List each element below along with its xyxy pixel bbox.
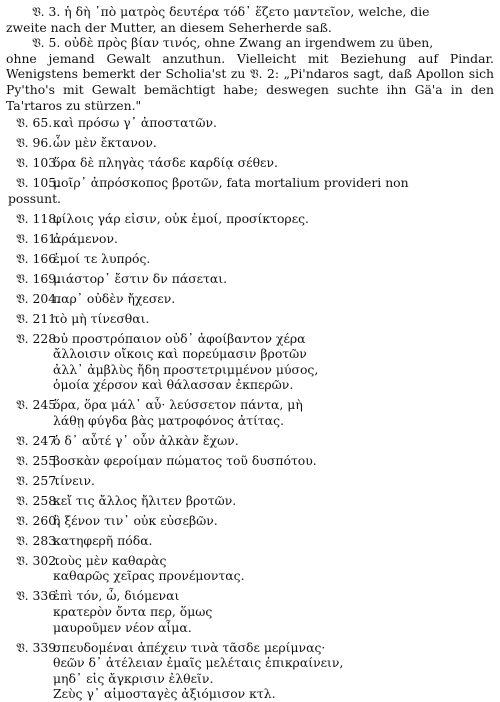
verse-reference: 𝔙. 339. [16, 639, 61, 655]
verse-entry [6, 588, 494, 635]
verse-line: βοσκὰν φεροίμαν πώματος τοῦ δυσπότου. [53, 452, 317, 468]
verse-text [53, 493, 494, 509]
verse-reference: 𝔙. 169. [16, 270, 61, 286]
verse-line: ἐμοί τε λυπρός. [53, 250, 151, 266]
verse-entry [6, 433, 494, 449]
verse-line: τὸ μὴ τίνεσθαι. [53, 310, 150, 326]
verse-text [53, 251, 494, 267]
verse-text [53, 291, 494, 307]
verse-line: ὅρα, ὅρα μάλ᾽ αὖ· λεύσσετον πάντα, μὴ [53, 397, 303, 413]
verse-text [53, 640, 494, 702]
verse-entry [6, 493, 494, 509]
verse-line: μαυροῦμεν νέον αἷμα. [53, 619, 192, 635]
verse-reference: 𝔙. 245. [16, 397, 61, 413]
verse-line: καθαρῶς χεῖρας προνέμοντας. [53, 568, 245, 584]
verse-text [53, 433, 494, 449]
verse-reference: 𝔙. 65. [16, 115, 53, 131]
verse-line: ἀλλ᾽ ἀμβλὺς ἤδη προστετριμμένον μύσος, [53, 361, 319, 377]
verse-entry [6, 211, 494, 227]
verse-line: ὁμοία χέρσον καὶ θάλασσαν ἐκπερῶν. [53, 377, 294, 393]
verse-line: οὐ προστρόπαιον οὐδ᾽ ἀφοίβαντον χέρα [53, 330, 306, 346]
verse-text [53, 588, 494, 635]
verse-text [53, 175, 494, 191]
verse-line: φίλοις γάρ εἰσιν, οὐκ ἐμοί, προσίκτορες. [53, 210, 309, 226]
verse-text [53, 211, 494, 227]
verse-line: ὧν μὲν ἔκτανον. [53, 135, 157, 151]
verse-line: ἄλλοισιν οἴκοις καὶ πορεύμασιν βροτῶν [53, 346, 307, 362]
verse-text [53, 231, 494, 247]
verse-entry [6, 553, 494, 584]
verse-reference: 𝔙. 255. [16, 452, 61, 468]
text-line: sich Py'tho's mit Gewalt bemächtigt habe; deswegen suchte ihn Gä'a [6, 66, 494, 97]
verse-line: ἐπὶ τόν, ὦ, διόμεναι [53, 588, 180, 604]
verse-reference: 𝔙. 260. [16, 512, 61, 528]
verse-reference: 𝔙. 257. [16, 472, 61, 488]
text-line: ohne jemand Gewalt anzuthun. Vielleicht mit Beziehung auf Pindar. [6, 50, 494, 66]
verse-line: ἢ ξένον τιν᾽ οὐκ εὐσεβῶν. [53, 512, 218, 528]
verse-entry [6, 311, 494, 327]
verse-entry [6, 291, 494, 307]
verse-text [53, 155, 494, 171]
verse-line: θεῶν δ᾽ ἀτέλειαν ἐμαῖς μελέταις ἐπικραίνειν, [53, 655, 344, 671]
text-line: 𝔙. 3. ἡ δὴ ᾽πὸ ματρὸς δευτέρα τόδ᾽ ἕζετο μαντεῖον, welche, die [32, 4, 430, 19]
verse-line: μηδ᾽ εἰς ἄγκρισιν ἐλθεῖν. [53, 670, 214, 686]
verse-line: Ζεὺς γ᾽ αἱμοσταγὲς ἀξιόμισον κτλ. [53, 686, 276, 702]
verse-reference: 𝔙. 258. [16, 492, 61, 508]
verse-text [53, 115, 494, 131]
intro-paragraph-1 [6, 4, 494, 35]
verse-entry [6, 331, 494, 393]
verse-entry [6, 271, 494, 287]
verse-text [53, 311, 494, 327]
verse-line: καὶ πρόσω γ᾽ ἀποστατῶν. [53, 115, 217, 131]
verse-reference: 𝔙. 283. [16, 532, 61, 548]
verse-line: ὁ δ᾽ αὖτέ γ᾽ οὖν ἀλκὰν ἔχων. [53, 432, 239, 448]
verse-entry [6, 175, 494, 191]
verse-text [53, 513, 494, 529]
verse-entry [6, 251, 494, 267]
verse-text [53, 331, 494, 393]
verse-entry [6, 115, 494, 131]
verse-entry [6, 513, 494, 529]
verse-reference: 𝔙. 103. [16, 155, 61, 171]
text-line: in den Ta'rtaros zu stürzen." [6, 81, 494, 113]
verse-reference: 𝔙. 302. [16, 552, 61, 568]
verse-line: τίνειν. [53, 472, 95, 488]
verse-text [53, 135, 494, 151]
verse-line: λάθῃ φύγδα βὰς ματροφόνος ἀτίτας. [53, 412, 285, 428]
verse-entry [6, 640, 494, 702]
verse-text [53, 553, 494, 584]
verse-reference: 𝔙. 211. [16, 310, 61, 326]
verse-entry [6, 453, 494, 469]
verse-reference: 𝔙. 96. [16, 135, 53, 151]
verse-line: κατηφερῆ πόδα. [53, 532, 153, 548]
verse-line: ὅρα δὲ πληγὰς τάσδε καρδίᾳ σέθεν. [53, 155, 278, 171]
intro-paragraph-2 [6, 35, 494, 113]
verse-reference: 𝔙. 247. [16, 432, 61, 448]
verse-line: σπευδομέναι ἀπέχειν τινὰ τᾶσδε μερίμνας· [53, 639, 326, 655]
verse-entries-list [6, 115, 494, 702]
verse-line: παρ᾽ οὐδὲν ἤχεσεν. [53, 290, 176, 306]
text-line: Wenigstens bemerkt der Scholia'st zu 𝔙. 2: „Pi'ndaros sagt, daß Apollon [6, 66, 465, 82]
verse-reference: 𝔙. 118. [16, 210, 61, 226]
document-page [6, 4, 494, 702]
verse-entry [6, 397, 494, 428]
verse-reference: 𝔙. 161. [16, 230, 61, 246]
verse-text [53, 397, 494, 428]
verse-line: τοὺς μὲν καθαρὰς [53, 552, 167, 568]
verse-entry [6, 533, 494, 549]
text-line: 𝔙. 5. οὐδὲ πρὸς βίαν τινός, ohne Zwang an irgendwem zu üben, [32, 35, 434, 51]
verse-continuation: possunt. [8, 190, 61, 206]
verse-reference: 𝔙. 336. [16, 588, 61, 604]
verse-entry [6, 135, 494, 151]
verse-reference: 𝔙. 228. [16, 330, 61, 346]
verse-text [53, 453, 494, 469]
verse-entry [6, 473, 494, 489]
verse-line: μοῖρ᾽ ἀπρόσκοπος βροτῶν, fata mortalium provideri non [53, 175, 409, 191]
verse-line: ἀράμενον. [53, 230, 118, 246]
verse-reference: 𝔙. 204. [16, 290, 61, 306]
verse-entry [6, 155, 494, 171]
verse-line: κρατερὸν ὄντα περ, ὅμως [53, 604, 213, 620]
verse-text [53, 271, 494, 287]
verse-line: μιάστορ᾽ ἔστιν δν πάσεται. [53, 270, 228, 286]
verse-reference: 𝔙. 166. [16, 250, 61, 266]
verse-entry [6, 231, 494, 247]
verse-line: κεἴ τις ἄλλος ἤλιτεν βροτῶν. [53, 492, 237, 508]
verse-text [53, 473, 494, 489]
text-line: zweite nach der Mutter, an diesem Seherherde saß. [6, 19, 332, 35]
verse-text [53, 533, 494, 549]
verse-reference: 𝔙. 105. [16, 175, 61, 191]
